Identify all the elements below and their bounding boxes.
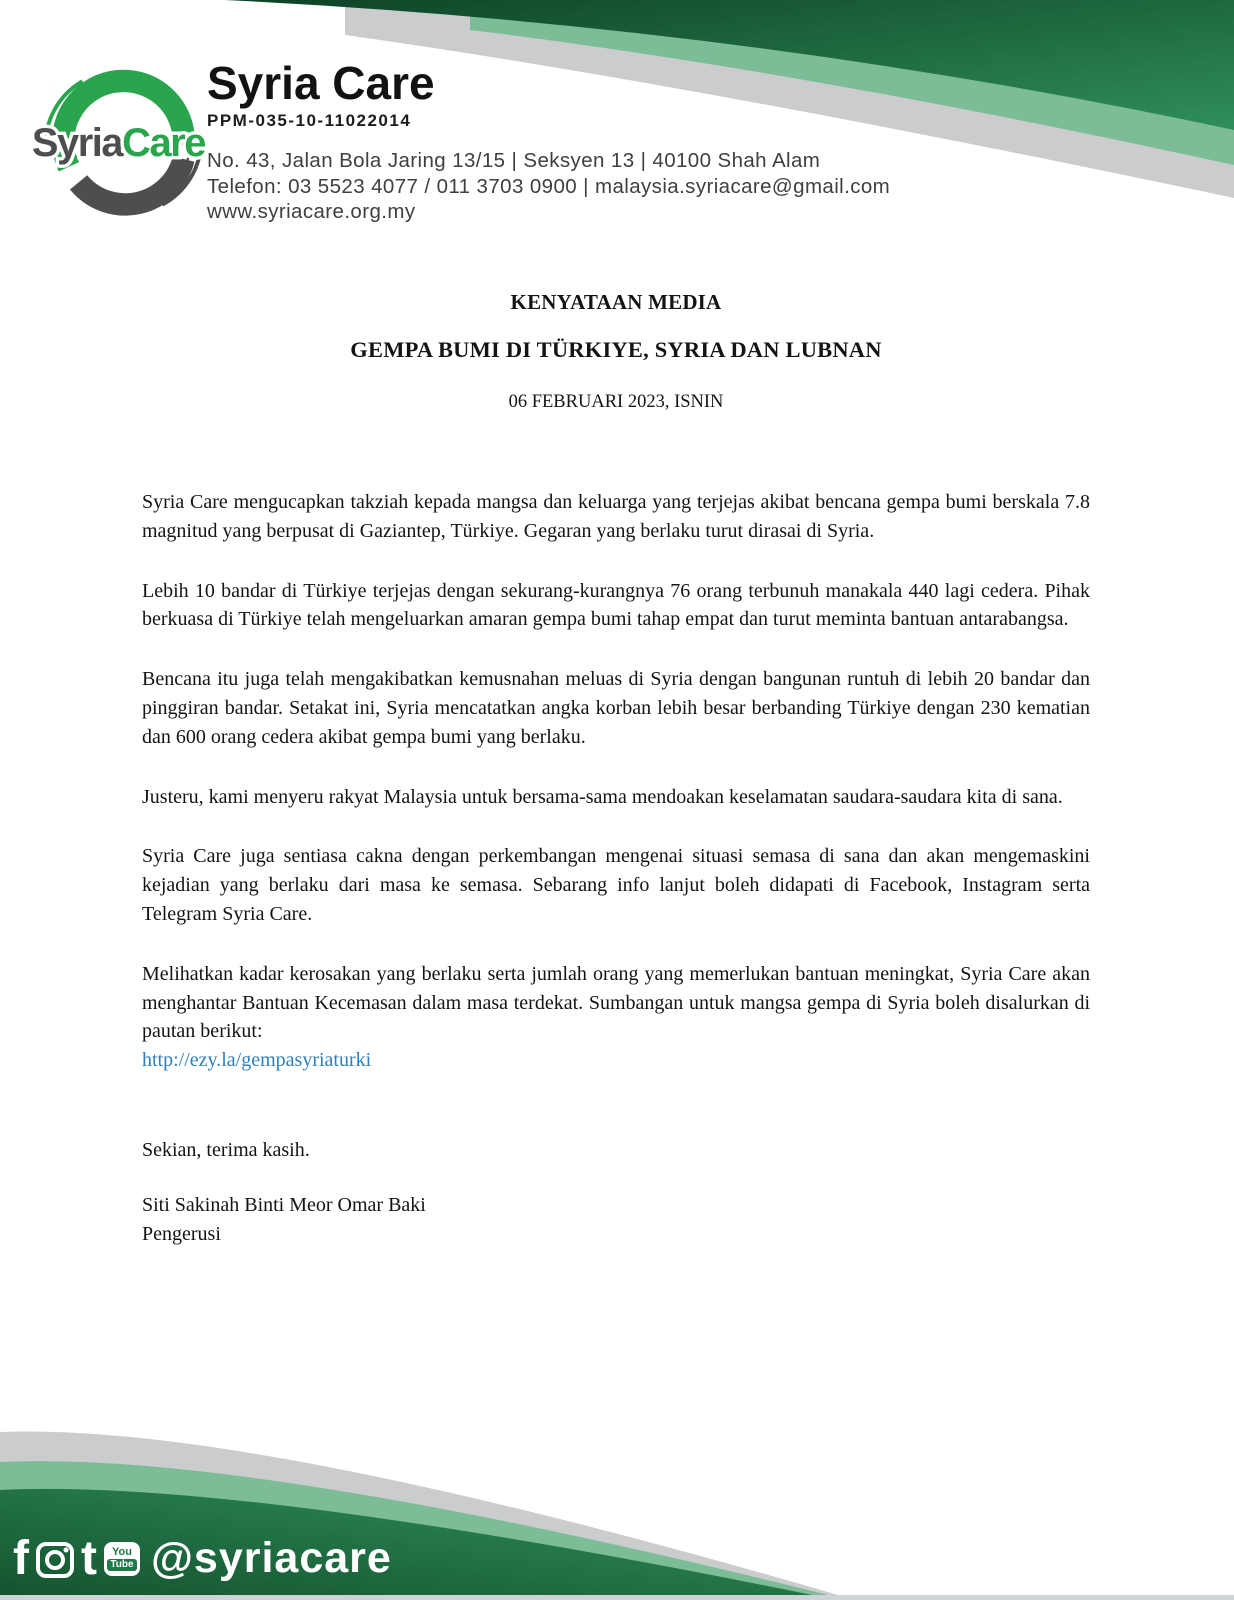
paragraph: Syria Care mengucapkan takziah kepada mangsa dan keluarga yang terjejas akibat bencana gempa bumi berskala 7.8 magnitud yang berpusat di Gaziantep, Türkiye. Gegaran yang berlaku turut dirasai di Syria.: [142, 491, 1090, 542]
document-date: 06 FEBRUARI 2023, ISNIN: [508, 392, 724, 412]
document-title: KENYATAAN MEDIA: [510, 290, 722, 314]
footer-social-row: [13, 1531, 392, 1585]
signature-block: [142, 1191, 1090, 1250]
letterhead: [0, 0, 1234, 240]
signatory-title: Pengerusi: [142, 1223, 221, 1246]
instagram-icon: [36, 1540, 74, 1578]
social-handle: @syriacare: [150, 1534, 392, 1582]
facebook-icon: f: [13, 1531, 29, 1585]
signatory-name: Siti Sakinah Binti Meor Omar Baki: [142, 1193, 426, 1216]
org-registration-number: PPM-035-10-11022014: [207, 111, 412, 130]
logo-gray-arc: [79, 159, 184, 204]
letterhead-text-block: [207, 58, 890, 225]
logo-text-syria: Syria: [31, 121, 123, 166]
paragraph: Justeru, kami menyeru rakyat Malaysia untuk bersama-sama mendoakan keselamatan saudara-saudara kita di sana.: [142, 785, 1063, 808]
org-contact-info: [207, 148, 890, 225]
page-bottom-edge: [0, 1595, 1234, 1600]
document-subtitle: GEMPA BUMI DI TÜRKIYE, SYRIA DAN LUBNAN: [350, 337, 882, 362]
org-address-line: No. 43, Jalan Bola Jaring 13/15 | Seksyen 13 | 40100 Shah Alam: [207, 149, 821, 172]
youtube-label-top: You: [111, 1545, 132, 1558]
org-phone-email-line: Telefon: 03 5523 4077 / 011 3703 0900 | malaysia.syriacare@gmail.com: [207, 174, 891, 198]
youtube-label-bottom: Tube: [107, 1559, 136, 1571]
logo-wordmark: [32, 121, 205, 165]
youtube-icon: [104, 1542, 140, 1576]
paragraph: [142, 960, 1090, 1075]
paragraph: Bencana itu juga telah mengakibatkan kemusnahan meluas di Syria dengan bangunan runtuh di lebih 20 bandar dan pinggiran bandar. Setakat ini, Syria mencatatkan angka korban lebih besar berbanding Türkiye dengan 230 kematian dan 600 orang cedera akibat gempa bumi yang berlaku.: [142, 668, 1090, 748]
paragraph: Lebih 10 bandar di Türkiye terjejas dengan sekurang-kurangnya 76 orang terbunuh manakala 440 lagi cedera. Pihak berkuasa di Türkiye telah mengeluarkan amaran gempa bumi tahap empat dan turut meminta bantuan antarabangsa.: [142, 579, 1090, 631]
logo-text-care: Care: [122, 121, 205, 166]
org-name: Syria Care: [207, 57, 435, 109]
body-copy: [142, 488, 1090, 1075]
document-body: [142, 270, 1090, 1250]
telegram-icon: t: [80, 1531, 97, 1585]
org-website-line: www.syriacare.org.my: [207, 200, 416, 223]
syriacare-logo: [20, 52, 215, 232]
paragraph: Syria Care juga sentiasa cakna dengan perkembangan mengenai situasi semasa di sana dan akan mengemaskini kejadian yang berlaku dari masa ke semasa. Sebarang info lanjut boleh didapati di Facebook, Instagram serta Telegram Syria Care.: [142, 845, 1090, 925]
closing-line: Sekian, terima kasih.: [142, 1138, 310, 1161]
donation-link[interactable]: http://ezy.la/gempasyriaturki: [142, 1049, 372, 1072]
paragraph-text: Melihatkan kadar kerosakan yang berlaku serta jumlah orang yang memerlukan bantuan meningkat, Syria Care akan menghantar Bantuan Kecemasan dalam masa terdekat. Sumbangan untuk mangsa gempa di Syria boleh disalurkan di pautan berikut:: [142, 962, 1090, 1043]
